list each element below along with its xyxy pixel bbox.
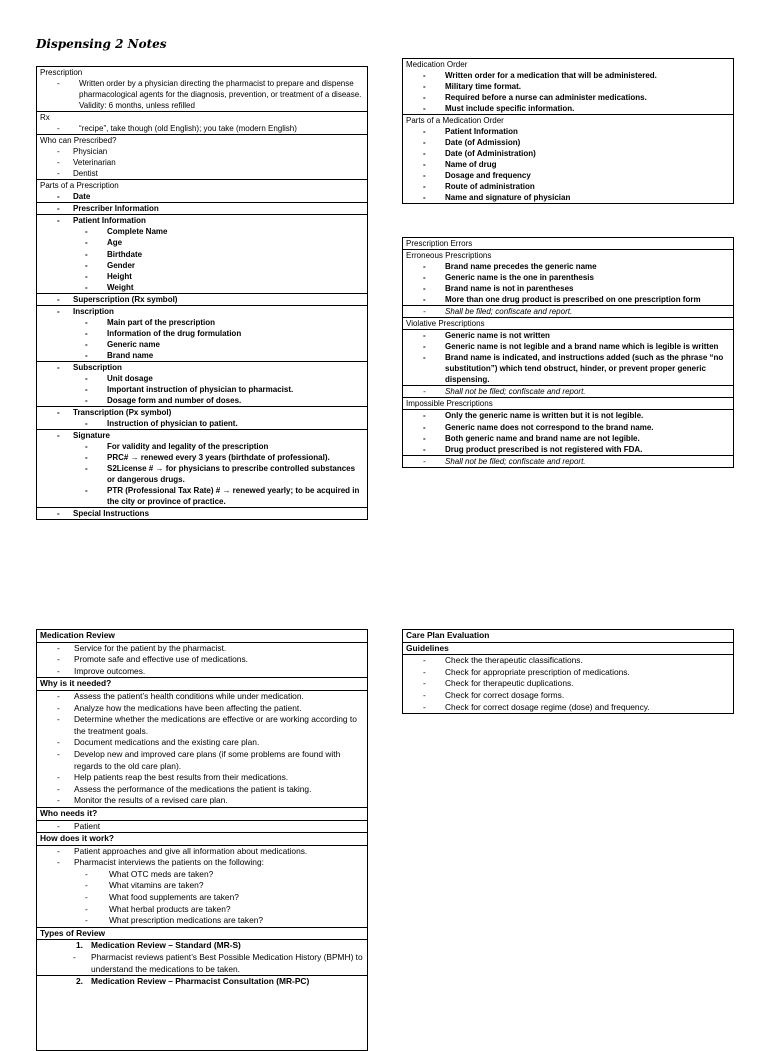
item-text: Drug product prescribed is not registered with FDA. (445, 444, 643, 454)
item-text: Transcription (Px symbol) (73, 407, 172, 417)
list-item (403, 702, 733, 714)
list-item (37, 880, 367, 892)
list-item (37, 168, 367, 179)
bullet-dash: - (57, 795, 60, 806)
list-item (37, 202, 367, 214)
bullet-dash: - (85, 249, 88, 259)
list-item (37, 328, 367, 339)
item-text: Brand name is not in parentheses (445, 284, 574, 294)
bullet-dash: - (423, 342, 426, 352)
item-text: PRC# → renewed every 3 years (birthdate of professional). (107, 453, 330, 463)
list-item (37, 463, 367, 485)
list-item (37, 249, 367, 260)
item-text: Check for therapeutic duplications. (445, 678, 574, 689)
list-item (403, 667, 733, 679)
item-text: Improve outcomes. (74, 665, 146, 676)
item-text: Generic name is the one in parenthesis (445, 273, 594, 283)
item-text: Superscription (Rx symbol) (73, 294, 178, 304)
item-text: Patient (74, 820, 101, 831)
item-text: Name of drug (445, 160, 497, 170)
item-text: Written order by a physician directing the pharmacist to prepare and dispense pharmacological agents for the diagnosis, prevention, or treatment of a disease. Validity: 6 months, unless refilled (79, 79, 362, 111)
guidelines-header: Guidelines (403, 642, 733, 655)
list-item (403, 352, 733, 385)
item-text: Determine whether the medications are effective or are working according to the treatment goals. (74, 714, 357, 736)
bullet-dash: - (423, 444, 426, 454)
medication-order-header: Medication Order (406, 60, 468, 69)
bullet-dash: - (423, 284, 426, 294)
list-item (37, 271, 367, 282)
list-item (37, 237, 367, 248)
list-item (403, 422, 733, 433)
item-text: Instruction of physician to patient. (107, 418, 238, 428)
parts-of-prescription-header: Parts of a Prescription (37, 179, 367, 191)
item-text: Date (of Admission) (445, 138, 521, 148)
item-text: Patient Information (445, 127, 518, 137)
transcription-section (37, 406, 367, 429)
bullet-dash: - (85, 892, 88, 903)
list-item (37, 339, 367, 350)
inscription-section (37, 305, 367, 361)
item-text: For validity and legality of the prescription (107, 442, 269, 452)
bullet-dash: - (57, 772, 60, 783)
bullet-dash: - (57, 737, 60, 748)
item-text: Medication Review – Pharmacist Consultation (MR-PC) (91, 976, 310, 987)
bullet-dash: - (85, 868, 88, 879)
list-item (37, 703, 367, 715)
list-item (37, 784, 367, 796)
list-item (37, 146, 367, 157)
list-item (403, 159, 733, 170)
list-item (37, 666, 367, 678)
item-text: “recipe”, take though (old English); you take (modern English) (79, 124, 297, 134)
list-item (403, 678, 733, 690)
list-item (37, 282, 367, 293)
list-item (403, 444, 733, 455)
list-item (37, 737, 367, 749)
list-item (37, 395, 367, 406)
bullet-dash: - (423, 456, 426, 466)
item-text: Route of administration (445, 182, 535, 192)
item-text: Check for correct dosage regime (dose) and frequency. (445, 701, 650, 712)
item-text: Veterinarian (73, 158, 116, 168)
item-text: What food supplements are taken? (109, 892, 239, 903)
list-item (37, 820, 367, 833)
item-text: What prescription medications are taken? (109, 915, 264, 926)
bullet-dash: - (85, 384, 88, 394)
bullet-dash: - (423, 307, 426, 317)
subscription-section (37, 361, 367, 406)
item-text: Assess the patient’s health conditions while under medication. (74, 690, 304, 701)
bullet-dash: - (85, 317, 88, 327)
bullet-dash: - (85, 442, 88, 452)
bullet-dash: - (85, 227, 88, 237)
item-text: Brand name (107, 350, 154, 360)
list-item (37, 749, 367, 772)
bullet-dash: - (85, 328, 88, 338)
item-text: Monitor the results of a revised care plan. (74, 795, 228, 806)
list-item (403, 92, 733, 103)
item-text: PTR (Professional Tax Rate) # → renewed yearly; to be acquired in the city or province of practice. (107, 486, 360, 507)
item-text: Develop new and improved care plans (if some problems are found with regards to the old care plan). (74, 748, 341, 771)
list-item (37, 317, 367, 328)
bullet-dash: - (85, 903, 88, 914)
bullet-dash: - (423, 422, 426, 432)
item-text: Dosage form and number of doses. (107, 395, 242, 405)
item-text: Check the therapeutic classifications. (445, 655, 583, 666)
bullet-dash: - (85, 373, 88, 383)
patient-info-section (37, 214, 367, 292)
prescription-header: Prescription (40, 68, 83, 77)
list-item (37, 157, 367, 168)
item-text: More than one drug product is prescribed on one prescription form (445, 295, 701, 305)
item-text: Prescriber Information (73, 204, 159, 214)
bullet-dash: - (57, 642, 60, 653)
item-text: Pharmacist reviews patient’s Best Possible Medication History (BPMH) to understand the medications to be taken. (91, 952, 363, 974)
bullet-dash: - (423, 127, 426, 137)
list-item (37, 260, 367, 271)
item-text: Generic name (107, 339, 160, 349)
list-item (403, 81, 733, 92)
bullet-dash: - (423, 171, 426, 181)
item-text: Shall not be filed; confiscate and report. (445, 456, 586, 466)
types-of-review-header: Types of Review (37, 927, 367, 940)
list-item (37, 384, 367, 395)
item-text: Pharmacist interviews the patients on the following: (74, 857, 264, 868)
medication-review-header: Medication Review (40, 630, 115, 640)
list-item (403, 170, 733, 181)
list-item (37, 795, 367, 807)
bullet-dash: - (57, 654, 60, 665)
bullet-dash: - (57, 748, 60, 759)
list-item (403, 329, 733, 341)
how-works-header: How does it work? (37, 832, 367, 845)
prescription-errors-header: Prescription Errors (406, 239, 473, 248)
bullet-dash: - (57, 169, 60, 179)
item-text: Brand name precedes the generic name (445, 262, 597, 272)
bullet-dash: - (57, 690, 60, 701)
item-text: Written order for a medication that will be administered. (445, 71, 657, 81)
bullet-dash: - (85, 486, 88, 496)
bullet-dash: - (423, 138, 426, 148)
bullet-dash: - (85, 282, 88, 292)
bullet-dash: - (57, 306, 60, 316)
list-item (37, 952, 367, 975)
list-item (37, 226, 367, 237)
bullet-dash: - (423, 353, 426, 363)
item-text: Both generic name and brand name are not legible. (445, 433, 640, 443)
note (403, 455, 733, 467)
list-item (37, 418, 367, 429)
list-item (37, 772, 367, 784)
item-text: Check for correct dosage forms. (445, 689, 565, 700)
bullet-dash: - (57, 192, 60, 202)
item-text: Birthdate (107, 249, 143, 259)
bullet-dash: - (57, 857, 60, 868)
list-item (37, 293, 367, 305)
item-text: Main part of the prescription (107, 317, 216, 327)
list-item (403, 148, 733, 159)
item-text: Generic name is not legible and a brand name which is legible is written (445, 342, 719, 352)
bullet-dash: - (423, 689, 426, 700)
list-item (37, 350, 367, 361)
item-text: Special Instructions (73, 509, 150, 519)
list-item (403, 690, 733, 702)
item-text: 2. (76, 976, 83, 987)
bullet-dash: - (57, 79, 60, 89)
bullet-dash: - (423, 71, 426, 81)
item-text: Assess the performance of the medications the patient is taking. (74, 783, 312, 794)
bullet-dash: - (57, 702, 60, 713)
bullet-dash: - (57, 845, 60, 856)
item-text: Required before a nurse can administer medications. (445, 93, 647, 103)
prescription-table (36, 66, 368, 520)
list-item (37, 892, 367, 904)
parts-of-medication-order-header: Parts of a Medication Order (403, 114, 733, 126)
impossible-header: Impossible Prescriptions (403, 397, 733, 409)
list-item (403, 261, 733, 272)
item-text: Service for the patient by the pharmacist. (74, 642, 227, 653)
item-text: Physician (73, 147, 108, 157)
bullet-dash: - (85, 464, 88, 474)
bullet-dash: - (423, 82, 426, 92)
item-text: 1. (76, 940, 83, 951)
item-text: Document medications and the existing care plan. (74, 737, 260, 748)
bullet-dash: - (423, 666, 426, 677)
bullet-dash: - (85, 260, 88, 270)
item-text: What vitamins are taken? (109, 880, 204, 891)
prescription-errors-table (402, 237, 734, 468)
list-item (403, 409, 733, 421)
list-item (403, 70, 733, 81)
bullet-dash: - (85, 915, 88, 926)
bullet-dash: - (57, 407, 60, 417)
list-item (403, 283, 733, 294)
list-item (403, 192, 733, 203)
item-text: Analyze how the medications have been affecting the patient. (74, 702, 302, 713)
list-item (37, 507, 367, 519)
rx-header: Rx (37, 111, 367, 123)
list-item (37, 654, 367, 666)
note (403, 385, 733, 397)
item-text: Subscription (73, 362, 122, 372)
list-item (403, 181, 733, 192)
list-item (37, 373, 367, 384)
who-can-prescribe-header: Who can Prescribed? (37, 134, 367, 146)
item-text: Generic name does not correspond to the brand name. (445, 422, 654, 432)
bullet-dash: - (57, 216, 60, 226)
bullet-dash: - (423, 149, 426, 159)
list-item (403, 126, 733, 137)
bullet-dash: - (73, 952, 76, 963)
bullet-dash: - (423, 93, 426, 103)
list-item (37, 485, 367, 507)
item-text: S2License # → for physicians to prescribe controlled substances or dangerous drugs. (107, 464, 356, 485)
bullet-dash: - (423, 273, 426, 283)
bullet-dash: - (423, 160, 426, 170)
medication-review-table (36, 629, 368, 1051)
item-text: What herbal products are taken? (109, 903, 231, 914)
list-item (37, 191, 367, 202)
list-item (403, 433, 733, 444)
item-text: Height (107, 271, 132, 281)
list-item (37, 915, 367, 927)
list-item (37, 845, 367, 858)
bullet-dash: - (85, 238, 88, 248)
item-text: Information of the drug formulation (107, 328, 242, 338)
item-text: Dosage and frequency (445, 171, 531, 181)
list-item (403, 294, 733, 305)
bullet-dash: - (85, 395, 88, 405)
item-text: Generic name is not written (445, 331, 550, 341)
list-item (403, 341, 733, 352)
list-item (37, 939, 367, 952)
item-text: Dentist (73, 169, 98, 179)
list-item (37, 904, 367, 916)
item-text: Important instruction of physician to pharmacist. (107, 384, 294, 394)
bullet-dash: - (57, 158, 60, 168)
item-text: Unit dosage (107, 373, 153, 383)
list-item (37, 452, 367, 463)
bullet-dash: - (85, 271, 88, 281)
item-text: Must include specific information. (445, 104, 575, 114)
bullet-dash: - (423, 295, 426, 305)
who-needs-header: Who needs it? (37, 807, 367, 820)
bullet-dash: - (423, 701, 426, 712)
bullet-dash: - (57, 783, 60, 794)
list-item (37, 690, 367, 703)
item-text: Military time format. (445, 82, 522, 92)
item-text: Signature (73, 431, 110, 440)
care-plan-table (402, 629, 734, 714)
item-text: Inscription (73, 306, 114, 316)
item-text: Help patients reap the best results from their medications. (74, 772, 289, 783)
item-text: Medication Review – Standard (MR-S) (91, 940, 241, 951)
bullet-dash: - (57, 509, 60, 519)
bullet-dash: - (85, 350, 88, 360)
bullet-dash: - (57, 714, 60, 725)
list-item (37, 869, 367, 881)
item-text: Brand name is indicated, and instructions added (such as the phrase “no substitution”) which tend obstruct, hinder, or prevent proper generic dispensing. (445, 353, 724, 385)
erroneous-header: Erroneous Prescriptions (403, 249, 733, 261)
list-item (37, 78, 367, 111)
bullet-dash: - (57, 362, 60, 372)
list-item (37, 857, 367, 869)
care-plan-header: Care Plan Evaluation (406, 630, 490, 640)
page-title: Dispensing 2 Notes (36, 37, 167, 51)
bullet-dash: - (85, 339, 88, 349)
bullet-dash: - (57, 147, 60, 157)
bullet-dash: - (423, 331, 426, 341)
list-item (403, 272, 733, 283)
item-text: Complete Name (107, 227, 168, 237)
item-text: Gender (107, 260, 136, 270)
signature-section (37, 429, 367, 507)
list-item (403, 654, 733, 667)
bullet-dash: - (423, 678, 426, 689)
bullet-dash: - (423, 262, 426, 272)
item-text: Patient Information (73, 216, 146, 226)
bullet-dash: - (85, 880, 88, 891)
bullet-dash: - (85, 418, 88, 428)
item-text: Check for appropriate prescription of medications. (445, 666, 630, 677)
item-text: Patient approaches and give all information about medications. (74, 845, 308, 856)
note (403, 305, 733, 317)
list-item (403, 103, 733, 114)
bullet-dash: - (57, 820, 60, 831)
violative-header: Violative Prescriptions (403, 317, 733, 329)
bullet-dash: - (57, 294, 60, 304)
bullet-dash: - (423, 104, 426, 114)
item-text: What OTC meds are taken? (109, 868, 214, 879)
bullet-dash: - (57, 204, 60, 214)
bullet-dash: - (423, 387, 426, 397)
item-text: Promote safe and effective use of medications. (74, 654, 248, 665)
item-text: Date (73, 192, 91, 202)
bullet-dash: - (57, 124, 60, 134)
list-item (37, 123, 367, 134)
bullet-dash: - (423, 193, 426, 203)
item-text: Weight (107, 282, 134, 292)
why-needed-header: Why is it needed? (37, 677, 367, 690)
bullet-dash: - (85, 453, 88, 463)
list-item (403, 137, 733, 148)
list-item (37, 642, 367, 655)
item-text: Date (of Administration) (445, 149, 536, 159)
list-item (37, 714, 367, 737)
list-item (37, 441, 367, 452)
bullet-dash: - (423, 433, 426, 443)
item-text: Shall be filed; confiscate and report. (445, 307, 573, 317)
bullet-dash: - (57, 665, 60, 676)
item-text: Shall not be filed; confiscate and report. (445, 387, 586, 397)
item-text: Only the generic name is written but it is not legible. (445, 411, 644, 421)
bullet-dash: - (423, 182, 426, 192)
medication-order-table (402, 58, 734, 204)
item-text: Age (107, 238, 123, 248)
bullet-dash: - (423, 655, 426, 666)
bullet-dash: - (423, 411, 426, 421)
bullet-dash: - (57, 431, 60, 440)
item-text: Name and signature of physician (445, 193, 571, 203)
list-item (37, 975, 367, 988)
